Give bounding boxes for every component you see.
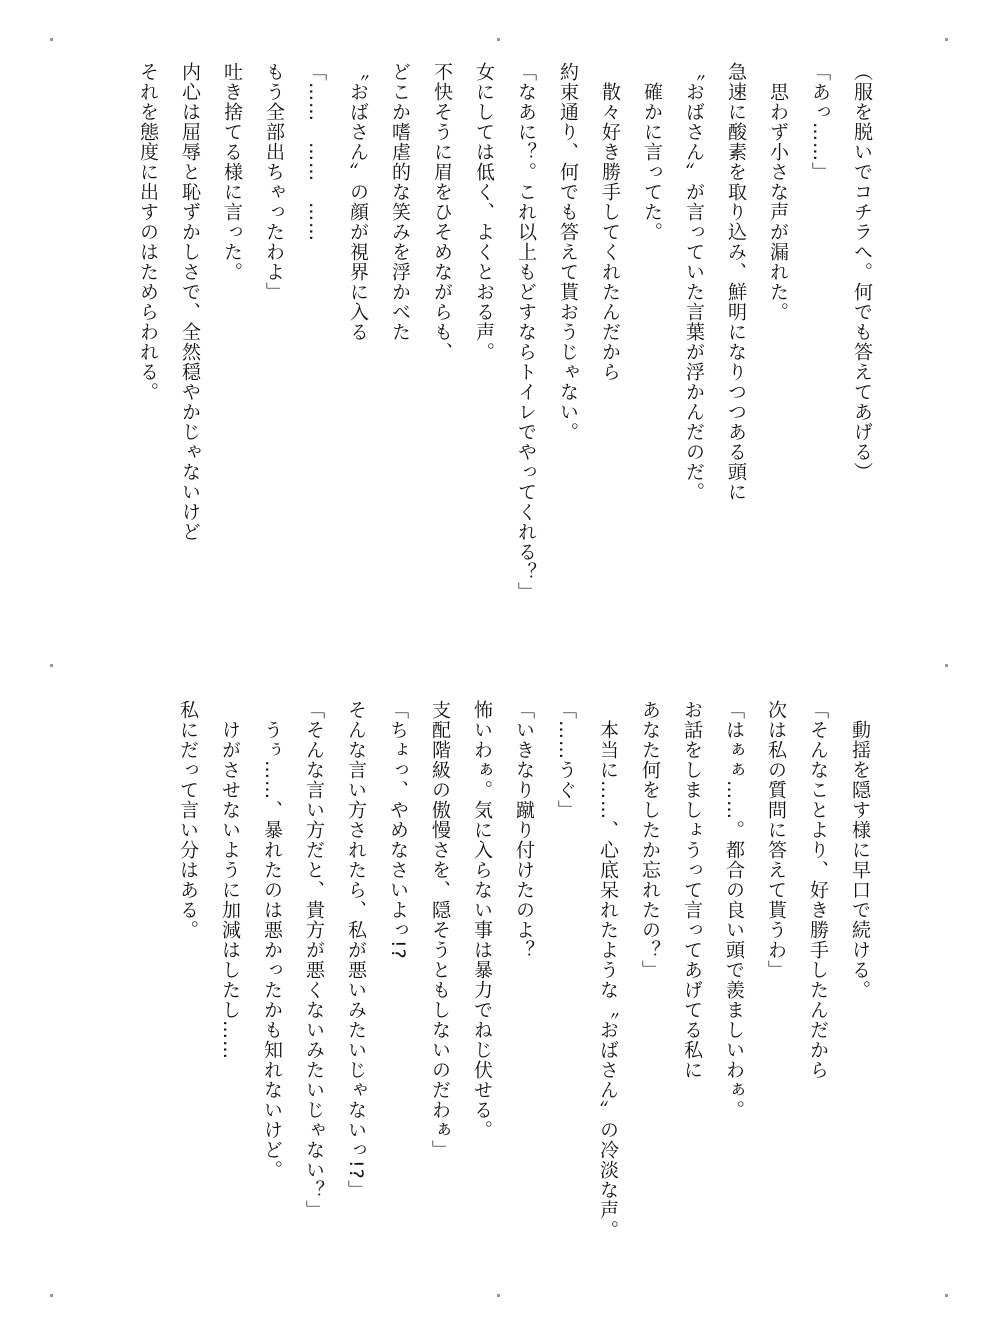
text-line: 動揺を隠す様に早口で続ける。 (849, 720, 871, 1000)
crop-mark (50, 1294, 53, 1297)
text-line: 確かに言ってた。 (641, 82, 663, 242)
text-line: けがさせないように加減はしたし…… (219, 720, 241, 1060)
text-line: 〝おばさん〟の顔が視界に入る (347, 62, 369, 342)
text-line: うぅ……、暴れたのは悪かったかも知れないけど。 (261, 720, 283, 1180)
text-line: 「そんな言い方だと、貴方が悪くないみたいじゃない？」 (303, 700, 325, 1220)
crop-mark (50, 38, 53, 41)
crop-mark (497, 1294, 500, 1297)
text-line: 「そんなことより、好き勝手したんだから (807, 700, 829, 1080)
crop-mark (945, 38, 948, 41)
crop-mark (497, 38, 500, 41)
text-line: 「……うぐ」 (555, 700, 577, 820)
text-line: （服を脱いでコチラへ。何でも答えてあげる） (851, 62, 873, 482)
crop-mark (945, 664, 948, 667)
text-line: 急速に酸素を取り込み、鮮明になりつつある頭に (725, 62, 747, 502)
top-text-block (129, 62, 880, 622)
text-line: 怖いわぁ。気に入らない事は暴力でねじ伏せる。 (471, 700, 493, 1140)
text-line: 「いきなり蹴り付けたのよ？ (513, 700, 535, 960)
text-line: 吐き捨てる様に言った。 (221, 62, 243, 282)
text-line: 内心は屈辱と恥ずかしさで、全然穏やかじゃないけど (179, 62, 201, 542)
text-line: それを態度に出すのはためらわれる。 (137, 62, 159, 402)
text-line: 不快そうに眉をひそめながらも、 (431, 62, 453, 362)
text-line: もう全部出ちゃったわよ」 (263, 62, 285, 302)
text-line: 「あっ……」 (809, 62, 831, 182)
text-line: 散々好き勝手してくれたんだから (599, 82, 621, 382)
text-line: 「ちょっ、やめなさいよっ!? (387, 700, 409, 960)
text-line: 「なあに？。これ以上もどすならトイレでやってくれる？」 (515, 62, 537, 602)
crop-mark (945, 1294, 948, 1297)
text-line: 女にしては低く、よくとおる声。 (473, 62, 495, 362)
text-line: お話をしましょうって言ってあげてる私に (681, 700, 703, 1080)
text-line: 次は私の質問に答えて貰うわ」 (765, 700, 787, 980)
text-line: 約束通り、何でも答えて貰おうじゃない。 (557, 62, 579, 442)
crop-mark (50, 664, 53, 667)
text-line: 〝おばさん〟が言っていた言葉が浮かんだのだ。 (683, 62, 705, 502)
text-line: 「はぁぁ……。都合の良い頭で羨ましいわぁ。 (723, 700, 745, 1120)
text-line: どこか嗜虐的な笑みを浮かべた (389, 62, 411, 342)
bottom-text-block (169, 700, 878, 1240)
text-line: 思わず小さな声が漏れた。 (767, 82, 789, 322)
text-line: 「…… …… …… (305, 62, 327, 242)
text-line: あなた何をしたか忘れたの？」 (639, 700, 661, 980)
text-line: 本当に……、心底呆れたような〝おばさん〟の冷淡な声。 (597, 720, 619, 1240)
text-line: 支配階級の傲慢さを、隠そうともしないのだわぁ」 (429, 700, 451, 1160)
text-line: 私にだって言い分はある。 (177, 700, 199, 940)
text-line: そんな言い方されたら、私が悪いみたいじゃないっ!?」 (345, 700, 367, 1200)
